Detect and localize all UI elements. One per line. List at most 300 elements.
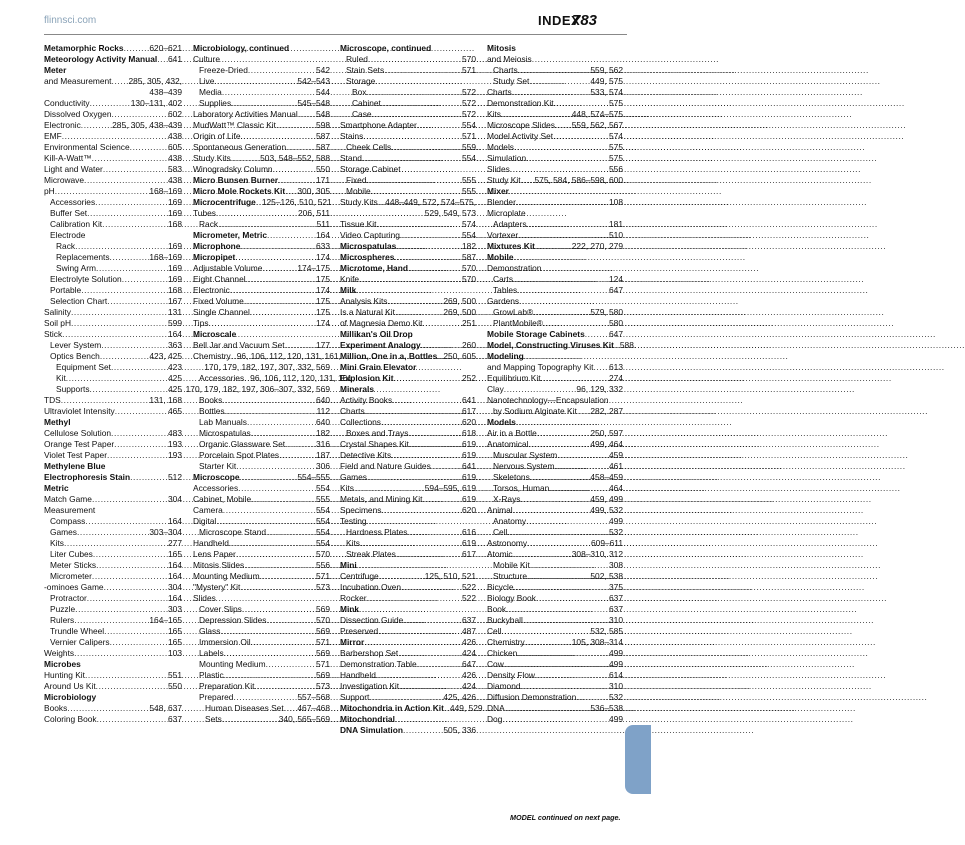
dot-leader xyxy=(157,54,168,65)
entry-term: Case xyxy=(352,109,372,119)
entry-term: Preparation Kit xyxy=(199,681,255,691)
entry-term: Blender xyxy=(487,197,516,207)
dot-leader xyxy=(246,274,316,285)
dot-leader xyxy=(577,406,591,417)
entry-term: Centrifuge xyxy=(340,571,379,581)
index-entry xyxy=(340,285,476,296)
index-entry xyxy=(487,208,623,219)
dot-leader xyxy=(421,340,462,351)
index-entry xyxy=(487,450,623,461)
dot-leader xyxy=(585,329,609,340)
entry-term: Microscope Slides xyxy=(487,120,555,130)
entry-pages: 613 xyxy=(609,362,623,372)
dot-leader xyxy=(236,549,316,560)
entry-term: Mitosis Slides xyxy=(193,560,245,570)
entry-pages: 617 xyxy=(462,549,476,559)
entry-term: Cell xyxy=(487,626,502,636)
index-entry xyxy=(44,296,182,307)
dot-leader xyxy=(112,109,169,120)
index-entry xyxy=(193,406,330,417)
dot-leader xyxy=(97,714,168,725)
index-entry xyxy=(487,593,623,604)
index-entry xyxy=(193,703,330,714)
index-entry xyxy=(193,615,330,626)
entry-term: Lab Manuals xyxy=(199,417,247,427)
entry-pages: 505, 336 xyxy=(443,725,476,735)
index-entry xyxy=(44,516,182,527)
entry-pages: 499, 464 xyxy=(590,439,623,449)
entry-pages: 598 xyxy=(316,120,330,130)
index-entry xyxy=(193,219,330,230)
dot-leader xyxy=(240,472,298,483)
dot-leader xyxy=(96,560,168,571)
entry-pages: 423, 425 xyxy=(149,351,182,361)
entry-term: Density Flow xyxy=(487,670,535,680)
entry-pages: 536–538 xyxy=(590,703,623,713)
entry-term: and Meiosis xyxy=(487,54,532,64)
entry-term: Testing xyxy=(340,516,367,526)
index-entry xyxy=(487,681,623,692)
entry-term: Books xyxy=(44,703,68,713)
index-entry xyxy=(193,395,330,406)
dot-leader xyxy=(209,318,317,329)
dot-leader xyxy=(517,285,609,296)
entry-term: Origin of Life xyxy=(193,131,241,141)
index-entry xyxy=(193,340,330,351)
entry-term: Mirror xyxy=(340,637,365,647)
index-entry xyxy=(340,340,476,351)
dot-leader xyxy=(516,417,623,428)
entry-term: Microtome, Hand xyxy=(340,263,408,273)
dot-leader xyxy=(93,549,168,560)
entry-term: Skeletons xyxy=(493,472,530,482)
index-entry xyxy=(44,692,182,703)
entry-term: "Mystery" Kit xyxy=(193,582,241,592)
entry-pages: 487 xyxy=(462,626,476,636)
index-entry xyxy=(487,241,623,252)
entry-term: Buffer Set xyxy=(50,208,88,218)
entry-term: Rulers xyxy=(50,615,75,625)
entry-term: Meteorology Activity Manual xyxy=(44,54,158,64)
entry-pages: 131, 168 xyxy=(149,395,182,405)
entry-pages: 587 xyxy=(462,252,476,262)
entry-pages: 522 xyxy=(462,593,476,603)
dot-leader xyxy=(104,626,168,637)
entry-term: Salinity xyxy=(44,307,71,317)
entry-pages: 542 xyxy=(316,65,330,75)
dot-leader xyxy=(74,648,168,659)
entry-term: PlantMobile® xyxy=(493,318,543,328)
entry-pages: 575 xyxy=(609,98,623,108)
index-entry xyxy=(487,604,623,615)
entry-pages: 641 xyxy=(168,54,182,64)
index-entry xyxy=(44,142,182,153)
entry-term: Violet Test Paper xyxy=(44,450,108,460)
entry-pages: 619 xyxy=(462,472,476,482)
entry-pages: 559 xyxy=(462,142,476,152)
index-entry xyxy=(193,373,355,384)
index-entry xyxy=(487,307,623,318)
entry-pages: 647 xyxy=(609,329,623,339)
dot-leader xyxy=(112,76,129,87)
index-entry xyxy=(487,648,623,659)
index-entry xyxy=(487,329,623,340)
entry-pages: 614 xyxy=(609,670,623,680)
entry-pages: 449, 529 xyxy=(449,703,483,713)
entry-term: Explosion Kit xyxy=(340,373,394,383)
entry-pages: 308–310, 312 xyxy=(571,549,623,559)
entry-pages: 554 xyxy=(316,538,330,548)
entry-term: Microcentrifuge xyxy=(193,197,256,207)
index-entry xyxy=(193,274,330,285)
entry-term: Animal xyxy=(487,505,513,515)
entry-term: Metals, and Mining Kit xyxy=(340,494,423,504)
entry-term: Orange Test Paper xyxy=(44,439,115,449)
entry-pages: 274 xyxy=(609,373,623,383)
entry-pages: 222, 270, 279 xyxy=(571,241,623,251)
entry-term: Study Set xyxy=(493,76,530,86)
dot-leader xyxy=(359,604,476,615)
entry-pages: 544 xyxy=(316,87,330,97)
entry-term: Muscular System xyxy=(493,450,558,460)
entry-term: Weights xyxy=(44,648,75,658)
entry-term: Metric xyxy=(44,483,69,493)
entry-term: Air in a Bottle xyxy=(487,428,537,438)
index-entry xyxy=(193,362,330,373)
entry-pages: 164 xyxy=(168,560,182,570)
entry-term: Puzzle xyxy=(50,604,76,614)
dot-leader xyxy=(267,615,317,626)
entry-term: Micropipet xyxy=(193,252,236,262)
dot-leader xyxy=(100,351,150,362)
entry-term: Accessories xyxy=(50,197,96,207)
entry-term: Micrometer, Metric xyxy=(193,230,268,240)
entry-pages: 131 xyxy=(168,307,182,317)
dot-leader xyxy=(92,494,168,505)
entry-term: Detective Kits xyxy=(340,450,392,460)
entry-term: TDS xyxy=(44,395,61,405)
index-entry xyxy=(44,560,182,571)
index-entry xyxy=(487,714,623,725)
entry-term: Is a Natural Kit xyxy=(340,307,395,317)
entry-pages: 182 xyxy=(316,428,330,438)
index-entry xyxy=(340,593,476,604)
entry-term: Stain Sets xyxy=(346,65,385,75)
index-entry xyxy=(44,109,182,120)
entry-term: Soil pH xyxy=(44,318,71,328)
dot-leader xyxy=(521,175,535,186)
entry-term: Single Channel xyxy=(193,307,250,317)
entry-term: Microphone xyxy=(193,241,241,251)
dot-leader xyxy=(394,252,462,263)
dot-leader xyxy=(576,692,609,703)
index-entry xyxy=(44,252,182,263)
index-entry xyxy=(487,340,634,351)
entry-term: Simulation xyxy=(487,153,527,163)
index-entry xyxy=(193,54,330,65)
dot-leader xyxy=(541,263,623,274)
entry-pages: 464 xyxy=(609,483,623,493)
header-rule xyxy=(44,34,627,35)
entry-term: Digital xyxy=(193,516,217,526)
dot-leader xyxy=(396,549,462,560)
entry-term: Organic Glassware Set xyxy=(199,439,286,449)
index-entry xyxy=(487,109,623,120)
entry-pages: 554 xyxy=(316,483,330,493)
entry-term: Mobile Storage Cabinets xyxy=(487,329,585,339)
index-entry xyxy=(487,472,623,483)
index-entry xyxy=(193,516,330,527)
entry-term: Bottles xyxy=(199,406,225,416)
entry-term: Ultraviolet Intensity xyxy=(44,406,115,416)
index-entry xyxy=(340,450,476,461)
entry-term: Prepared xyxy=(199,692,234,702)
index-entry xyxy=(340,318,476,329)
entry-term: Adapters xyxy=(493,219,527,229)
dot-leader xyxy=(363,131,462,142)
index-entry xyxy=(340,131,476,142)
entry-term: Models xyxy=(487,417,516,427)
entry-term: Mobile xyxy=(346,186,371,196)
index-entry xyxy=(340,362,476,373)
entry-term: Diamond xyxy=(487,681,521,691)
index-entry xyxy=(193,483,330,494)
entry-pages: 570 xyxy=(316,549,330,559)
index-entry xyxy=(487,461,623,472)
entry-term: Conductivity xyxy=(44,98,90,108)
entry-term: Preserved xyxy=(340,626,379,636)
entry-term: Microspheres xyxy=(340,252,395,262)
dot-leader xyxy=(381,505,462,516)
index-entry xyxy=(340,252,476,263)
entry-term: Vortexer xyxy=(487,230,519,240)
dot-leader xyxy=(417,659,462,670)
entry-pages: 533, 574 xyxy=(590,87,623,97)
dot-leader xyxy=(381,98,462,109)
entry-pages: 164 xyxy=(168,593,182,603)
entry-pages: 620 xyxy=(462,505,476,515)
index-entry xyxy=(44,417,182,428)
dot-leader xyxy=(533,307,590,318)
entry-term: Microbiology xyxy=(44,692,97,702)
entry-pages: 572 xyxy=(462,109,476,119)
dot-leader xyxy=(103,164,168,175)
entry-term: Minerals xyxy=(340,384,374,394)
entry-pages: 545–548 xyxy=(297,98,330,108)
entry-pages: 571 xyxy=(316,571,330,581)
dot-leader xyxy=(357,560,476,571)
entry-pages: 574 xyxy=(462,219,476,229)
dot-leader xyxy=(554,98,609,109)
index-entry xyxy=(44,549,182,560)
entry-pages: 425 xyxy=(168,384,182,394)
index-entry xyxy=(193,329,330,340)
dot-leader xyxy=(71,318,168,329)
entry-pages: 300, 305 xyxy=(297,186,330,196)
entry-pages: 438–439 xyxy=(149,87,182,97)
index-entry xyxy=(44,98,182,109)
index-entry xyxy=(340,329,476,340)
dot-leader xyxy=(371,186,462,197)
dot-leader xyxy=(223,505,316,516)
entry-pages: 461 xyxy=(609,461,623,471)
index-entry xyxy=(340,43,476,54)
index-entry xyxy=(193,538,330,549)
dot-leader xyxy=(527,219,609,230)
index-entry xyxy=(44,329,182,340)
entry-pages: 555 xyxy=(462,186,476,196)
entry-pages: 164 xyxy=(316,230,330,240)
index-entry xyxy=(44,318,182,329)
entry-pages: 187 xyxy=(316,450,330,460)
dot-leader xyxy=(111,362,168,373)
index-entry xyxy=(44,186,182,197)
entry-term: Micrometer xyxy=(50,571,92,581)
entry-pages: 426 xyxy=(462,637,476,647)
index-entry xyxy=(340,109,476,120)
dot-leader xyxy=(81,120,112,131)
entry-term: Experiment Analogy xyxy=(340,340,421,350)
dot-leader xyxy=(298,109,316,120)
entry-term: Microbiology, continued xyxy=(193,43,290,53)
dot-leader xyxy=(514,142,609,153)
index-entry xyxy=(193,186,330,197)
index-entry xyxy=(340,142,476,153)
entry-pages: 175 xyxy=(316,307,330,317)
index-entry xyxy=(193,120,330,131)
index-entry xyxy=(193,208,330,219)
entry-pages: 483 xyxy=(168,428,182,438)
index-entry xyxy=(487,175,623,186)
entry-pages: 169 xyxy=(168,197,182,207)
entry-term: Investigation Kit xyxy=(340,681,400,691)
entry-pages: 503, 548–552, 588 xyxy=(260,153,330,163)
entry-term: Liter Cubes xyxy=(50,549,93,559)
entry-term: Mobile Kit xyxy=(493,560,530,570)
index-entry xyxy=(44,76,182,87)
entry-pages: 620 xyxy=(462,417,476,427)
index-entry xyxy=(487,703,623,714)
dot-leader xyxy=(216,593,330,604)
dot-leader xyxy=(55,186,150,197)
index-entry xyxy=(44,582,182,593)
index-entry xyxy=(487,43,623,54)
entry-term: Glass xyxy=(199,626,221,636)
entry-term: Charts xyxy=(487,87,512,97)
entry-term: Winogradsky Column xyxy=(193,164,273,174)
entry-pages: 438 xyxy=(168,175,182,185)
index-entry xyxy=(44,120,182,131)
index-entry xyxy=(487,560,623,571)
dot-leader xyxy=(77,527,149,538)
dot-leader xyxy=(554,461,609,472)
entry-pages: 303 xyxy=(168,604,182,614)
entry-pages: 168 xyxy=(168,219,182,229)
index-entry xyxy=(487,637,623,648)
index-entry xyxy=(340,439,476,450)
entry-pages: 112 xyxy=(316,406,330,416)
dot-leader xyxy=(407,527,462,538)
index-entry xyxy=(487,494,623,505)
dot-leader xyxy=(90,98,131,109)
dot-leader xyxy=(401,164,476,175)
dot-leader xyxy=(75,604,168,615)
entry-pages: 542–543 xyxy=(297,76,330,86)
entry-term: Dog xyxy=(487,714,503,724)
index-entry xyxy=(193,692,330,703)
entry-term: Tubes xyxy=(193,208,216,218)
entry-term: Microscale xyxy=(193,329,237,339)
index-entry xyxy=(340,582,476,593)
dot-leader xyxy=(394,373,463,384)
entry-pages: 277 xyxy=(168,538,182,548)
entry-pages: 618 xyxy=(462,428,476,438)
entry-term: Box xyxy=(352,87,367,97)
dot-leader xyxy=(85,670,168,681)
entry-term: Support xyxy=(340,692,370,702)
entry-term: Mitosis xyxy=(487,43,516,53)
entry-pages: 583 xyxy=(168,164,182,174)
entry-pages: 499 xyxy=(609,648,623,658)
entry-pages: 619 xyxy=(462,439,476,449)
index-entry xyxy=(44,230,182,241)
index-entry xyxy=(193,175,330,186)
dot-leader xyxy=(516,43,623,54)
dot-leader xyxy=(111,428,168,439)
entry-term: Specimens xyxy=(340,505,382,515)
index-entry xyxy=(487,516,623,527)
dot-leader xyxy=(400,230,462,241)
index-entry xyxy=(193,109,330,120)
entry-term: Structure xyxy=(493,571,527,581)
entry-pages: 557–568 xyxy=(297,692,330,702)
entry-pages: 620–621 xyxy=(149,43,182,53)
index-entry xyxy=(44,670,182,681)
dot-leader xyxy=(387,296,443,307)
entry-pages: 641 xyxy=(462,461,476,471)
dot-leader xyxy=(225,406,317,417)
index-entry xyxy=(44,54,182,65)
index-entry xyxy=(340,208,476,219)
entry-term: Electrophoresis Stain xyxy=(44,472,131,482)
index-entry xyxy=(193,76,330,87)
index-entry xyxy=(193,450,330,461)
entry-pages: 532, 585 xyxy=(590,626,623,636)
index-entry xyxy=(193,593,330,604)
entry-pages: 556 xyxy=(609,164,623,174)
entry-pages: 499 xyxy=(609,516,623,526)
entry-term: Hunting Kit xyxy=(44,670,85,680)
entry-term: Cow xyxy=(487,659,504,669)
dot-leader xyxy=(233,692,297,703)
index-entry xyxy=(193,549,330,560)
entry-term: Fixed Volume xyxy=(193,296,244,306)
dot-leader xyxy=(431,43,476,54)
entry-term: Anatomical xyxy=(487,439,529,449)
entry-pages: 169 xyxy=(168,241,182,251)
entry-term: Kill-A-Watt™ xyxy=(44,153,92,163)
dot-leader xyxy=(391,142,462,153)
entry-term: Tips xyxy=(193,318,209,328)
entry-pages: 164 xyxy=(168,516,182,526)
entry-pages: 571 xyxy=(462,65,476,75)
entry-pages: 587 xyxy=(316,131,330,141)
entry-pages: 570 xyxy=(462,54,476,64)
entry-term: Mobile xyxy=(487,252,514,262)
dot-leader xyxy=(92,153,168,164)
entry-pages: 602 xyxy=(168,109,182,119)
index-entry xyxy=(193,681,330,692)
